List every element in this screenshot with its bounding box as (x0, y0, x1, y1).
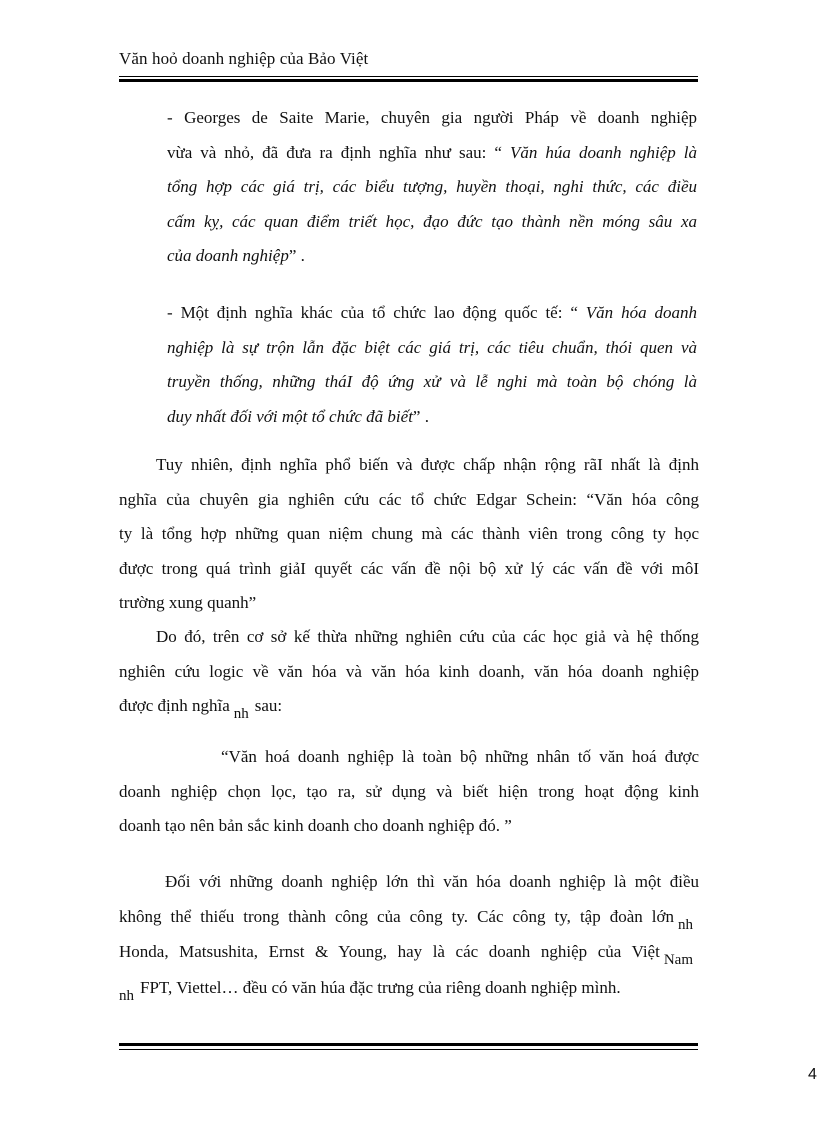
footer-rule-thin (119, 1049, 698, 1050)
text-line (119, 935, 699, 971)
text-line (167, 400, 697, 435)
text-line: nghĩa của chuyên gia nghiên cứu các tổ chức Edgar Schein: “Văn hóa công (119, 489, 699, 509)
definition-quote (119, 740, 699, 844)
text-span: không thể thiếu trong thành công của công ty. Các công ty, tập đoàn lớn (119, 906, 674, 926)
subscript-text: nh (678, 916, 693, 933)
text-span: sau: (254, 696, 283, 715)
quote-text: duy nhất đối với một tổ chức đã biết (167, 406, 413, 426)
text-line: “Văn hoá doanh nghiệp là toàn bộ những nhân tố văn hoá được (221, 747, 699, 766)
definition-saite-marie (167, 101, 697, 274)
quote-text: nghiệp là sự trộn lẫn đặc biệt các giá trị, các tiêu chuẩn, thói quen và (167, 337, 697, 357)
text-span: FPT, Viettel… đều có văn húa đặc trưng của riêng doanh nghiệp mình. (140, 977, 621, 997)
paragraph-edgar-schein (119, 448, 699, 621)
quote-text: truyền thống, những tháI độ ứng xử và lễ nghi mà toàn bộ chóng là (167, 372, 697, 391)
text-span: ” . (412, 406, 429, 426)
text-line (167, 170, 697, 205)
quote-text: của doanh nghiệp (167, 246, 289, 265)
text-line: Đối với những doanh nghiệp lớn thì văn hóa doanh nghiệp là một điều (165, 872, 699, 891)
text-span: Honda, Matsushita, Ernst & Young, hay là các doanh nghiệp của Việt (119, 942, 660, 961)
header-rule-thin (119, 76, 698, 77)
text-line (167, 296, 697, 331)
text-span: được định nghĩa (119, 696, 230, 715)
header-rule-thick (119, 79, 698, 82)
page-number: 4 (808, 1066, 817, 1083)
text-line: doanh nghiệp chọn lọc, tạo ra, sử dụng và biết hiện trong hoạt động kinh (119, 781, 699, 801)
paragraph-large-companies (119, 865, 699, 1006)
paragraph-basis (119, 620, 699, 725)
quote-text: tổng hợp các giá trị, các biểu tượng, huyền thoại, nghi thức, các điều (167, 177, 697, 196)
text-line (119, 900, 699, 936)
quote-text: Văn hóa doanh (585, 303, 697, 322)
text-span: - Một định nghĩa khác của tổ chức lao động quốc tế: “ (167, 303, 586, 322)
text-line (119, 971, 699, 1007)
text-line (167, 331, 697, 366)
text-line: doanh tạo nên bản sắc kinh doanh cho doanh nghiệp đó. ” (119, 816, 512, 835)
text-line: nghiên cứu logic về văn hóa và văn hóa kinh doanh, văn hóa doanh nghiệp (119, 661, 699, 681)
subscript-text: nh (233, 706, 249, 722)
text-line: ty là tổng hợp những quan niệm chung mà các thành viên trong công ty học (119, 524, 699, 543)
text-span: ” . (288, 246, 305, 265)
subscript-text: Nam (663, 952, 693, 968)
quote-text: Văn húa doanh nghiệp là (510, 142, 697, 162)
text-span: vừa và nhỏ, đã đưa ra định nghĩa như sau: “ (167, 142, 510, 162)
text-line: trường xung quanh” (119, 593, 257, 612)
text-line (167, 365, 697, 400)
text-line: được trong quá trình giảI quyết các vấn đề nội bộ xử lý các vấn đề với môI (119, 558, 699, 578)
subscript-text: nh (119, 987, 134, 1004)
text-line: Do đó, trên cơ sở kế thừa những nghiên cứu của các học giả và hệ thống (156, 627, 699, 646)
definition-ilo (167, 296, 697, 434)
text-line (167, 239, 697, 274)
text-line: Tuy nhiên, định nghĩa phổ biến và được chấp nhận rộng rãI nhất là định (156, 455, 699, 474)
quote-text: cấm kỵ, các quan điểm triết học, đạo đức tạo thành nền móng sâu xa (167, 211, 697, 231)
header-title: Văn hoỏ doanh nghiệp của Bảo Việt (119, 49, 369, 68)
text-line (167, 205, 697, 240)
footer-rule-thick (119, 1043, 698, 1046)
text-line (167, 136, 697, 171)
text-line (119, 689, 699, 725)
text-line: - Georges de Saite Marie, chuyên gia người Pháp về doanh nghiệp (167, 108, 697, 127)
